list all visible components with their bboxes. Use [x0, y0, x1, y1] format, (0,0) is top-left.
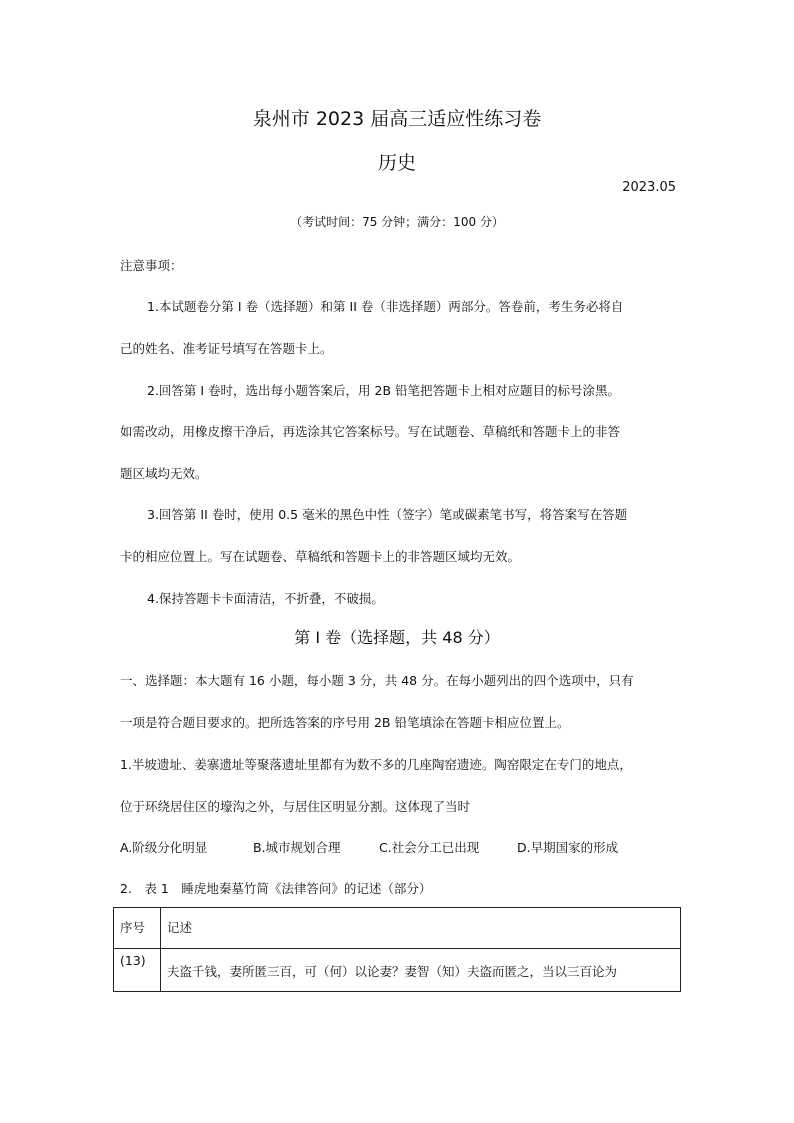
table-header-cell: 序号: [114, 908, 161, 949]
table-row: [114, 949, 681, 992]
exam-date: 2023.05: [622, 180, 676, 195]
note-2-line-1: 2.回答第 I 卷时，选出每小题答案后，用 2B 铅笔把答题卡上相对应题目的标号涂黑。: [147, 383, 621, 398]
question-1-option-b: B.城市规划合理: [253, 840, 341, 855]
table-header-cell: 记述: [161, 908, 681, 949]
note-1-line-1: 1.本试题卷分第 I 卷（选择题）和第 II 卷（非选择题）两部分。答卷前，考生务必将自: [147, 299, 624, 314]
question-1-option-d: D.早期国家的形成: [517, 840, 619, 855]
note-3-line-1: 3.回答第 II 卷时，使用 0.5 毫米的黑色中性（签字）笔或碳素笔书写，将答案写在答题: [147, 507, 628, 522]
note-3-line-2: 卡的相应位置上。写在试题卷、草稿纸和答题卡上的非答题区域均无效。: [120, 549, 521, 564]
question-2-caption: 2. 表 1 睡虎地秦墓竹简《法律答问》的记述（部分）: [120, 881, 432, 896]
law-table: [113, 907, 681, 992]
notes-heading: 注意事项：: [120, 258, 183, 273]
question-1-option-a: A.阶级分化明显: [120, 840, 208, 855]
note-4: 4.保持答题卡卡面清洁，不折叠，不破损。: [147, 591, 384, 606]
table-cell-text: [161, 949, 681, 992]
section-title: 第 I 卷（选择题，共 48 分）: [294, 628, 500, 647]
table-cell-number-text: (13): [120, 953, 146, 968]
section-instructions-line-2: 一项是符合题目要求的。把所选答案的序号用 2B 铅笔填涂在答题卡相应位置上。: [120, 715, 570, 730]
section-instructions-line-1: 一、选择题：本大题有 16 小题，每小题 3 分，共 48 分。在每小题列出的四个选项中，只有: [120, 673, 634, 688]
note-2-line-2: 如需改动，用橡皮擦干净后，再选涂其它答案标号。写在试题卷、草稿纸和答题卡上的非答: [120, 424, 621, 439]
question-1-option-c: C.社会分工已出现: [379, 840, 480, 855]
note-2-line-3: 题区域均无效。: [120, 466, 208, 481]
question-1-line-1: 1.半坡遗址、姜寨遗址等聚落遗址里都有为数不多的几座陶窑遗迹。陶窑限定在专门的地点，: [120, 757, 632, 772]
note-1-line-2: 己的姓名、准考证号填写在答题卡上。: [120, 341, 333, 356]
table-cell-number: [114, 949, 161, 992]
exam-title: 泉州市 2023 届高三适应性练习卷: [252, 108, 542, 130]
subject-title: 历史: [377, 152, 416, 174]
table-cell-text-content: 夫盗千钱，妻所匿三百，可（何）以论妻？妻智（知）夫盗而匿之，当以三百论为: [167, 964, 618, 979]
question-1-line-2: 位于环绕居住区的壕沟之外，与居住区明显分割。这体现了当时: [120, 799, 471, 814]
table-header-row: [114, 908, 681, 949]
exam-info: （考试时间：75 分钟；满分：100 分）: [290, 215, 504, 229]
